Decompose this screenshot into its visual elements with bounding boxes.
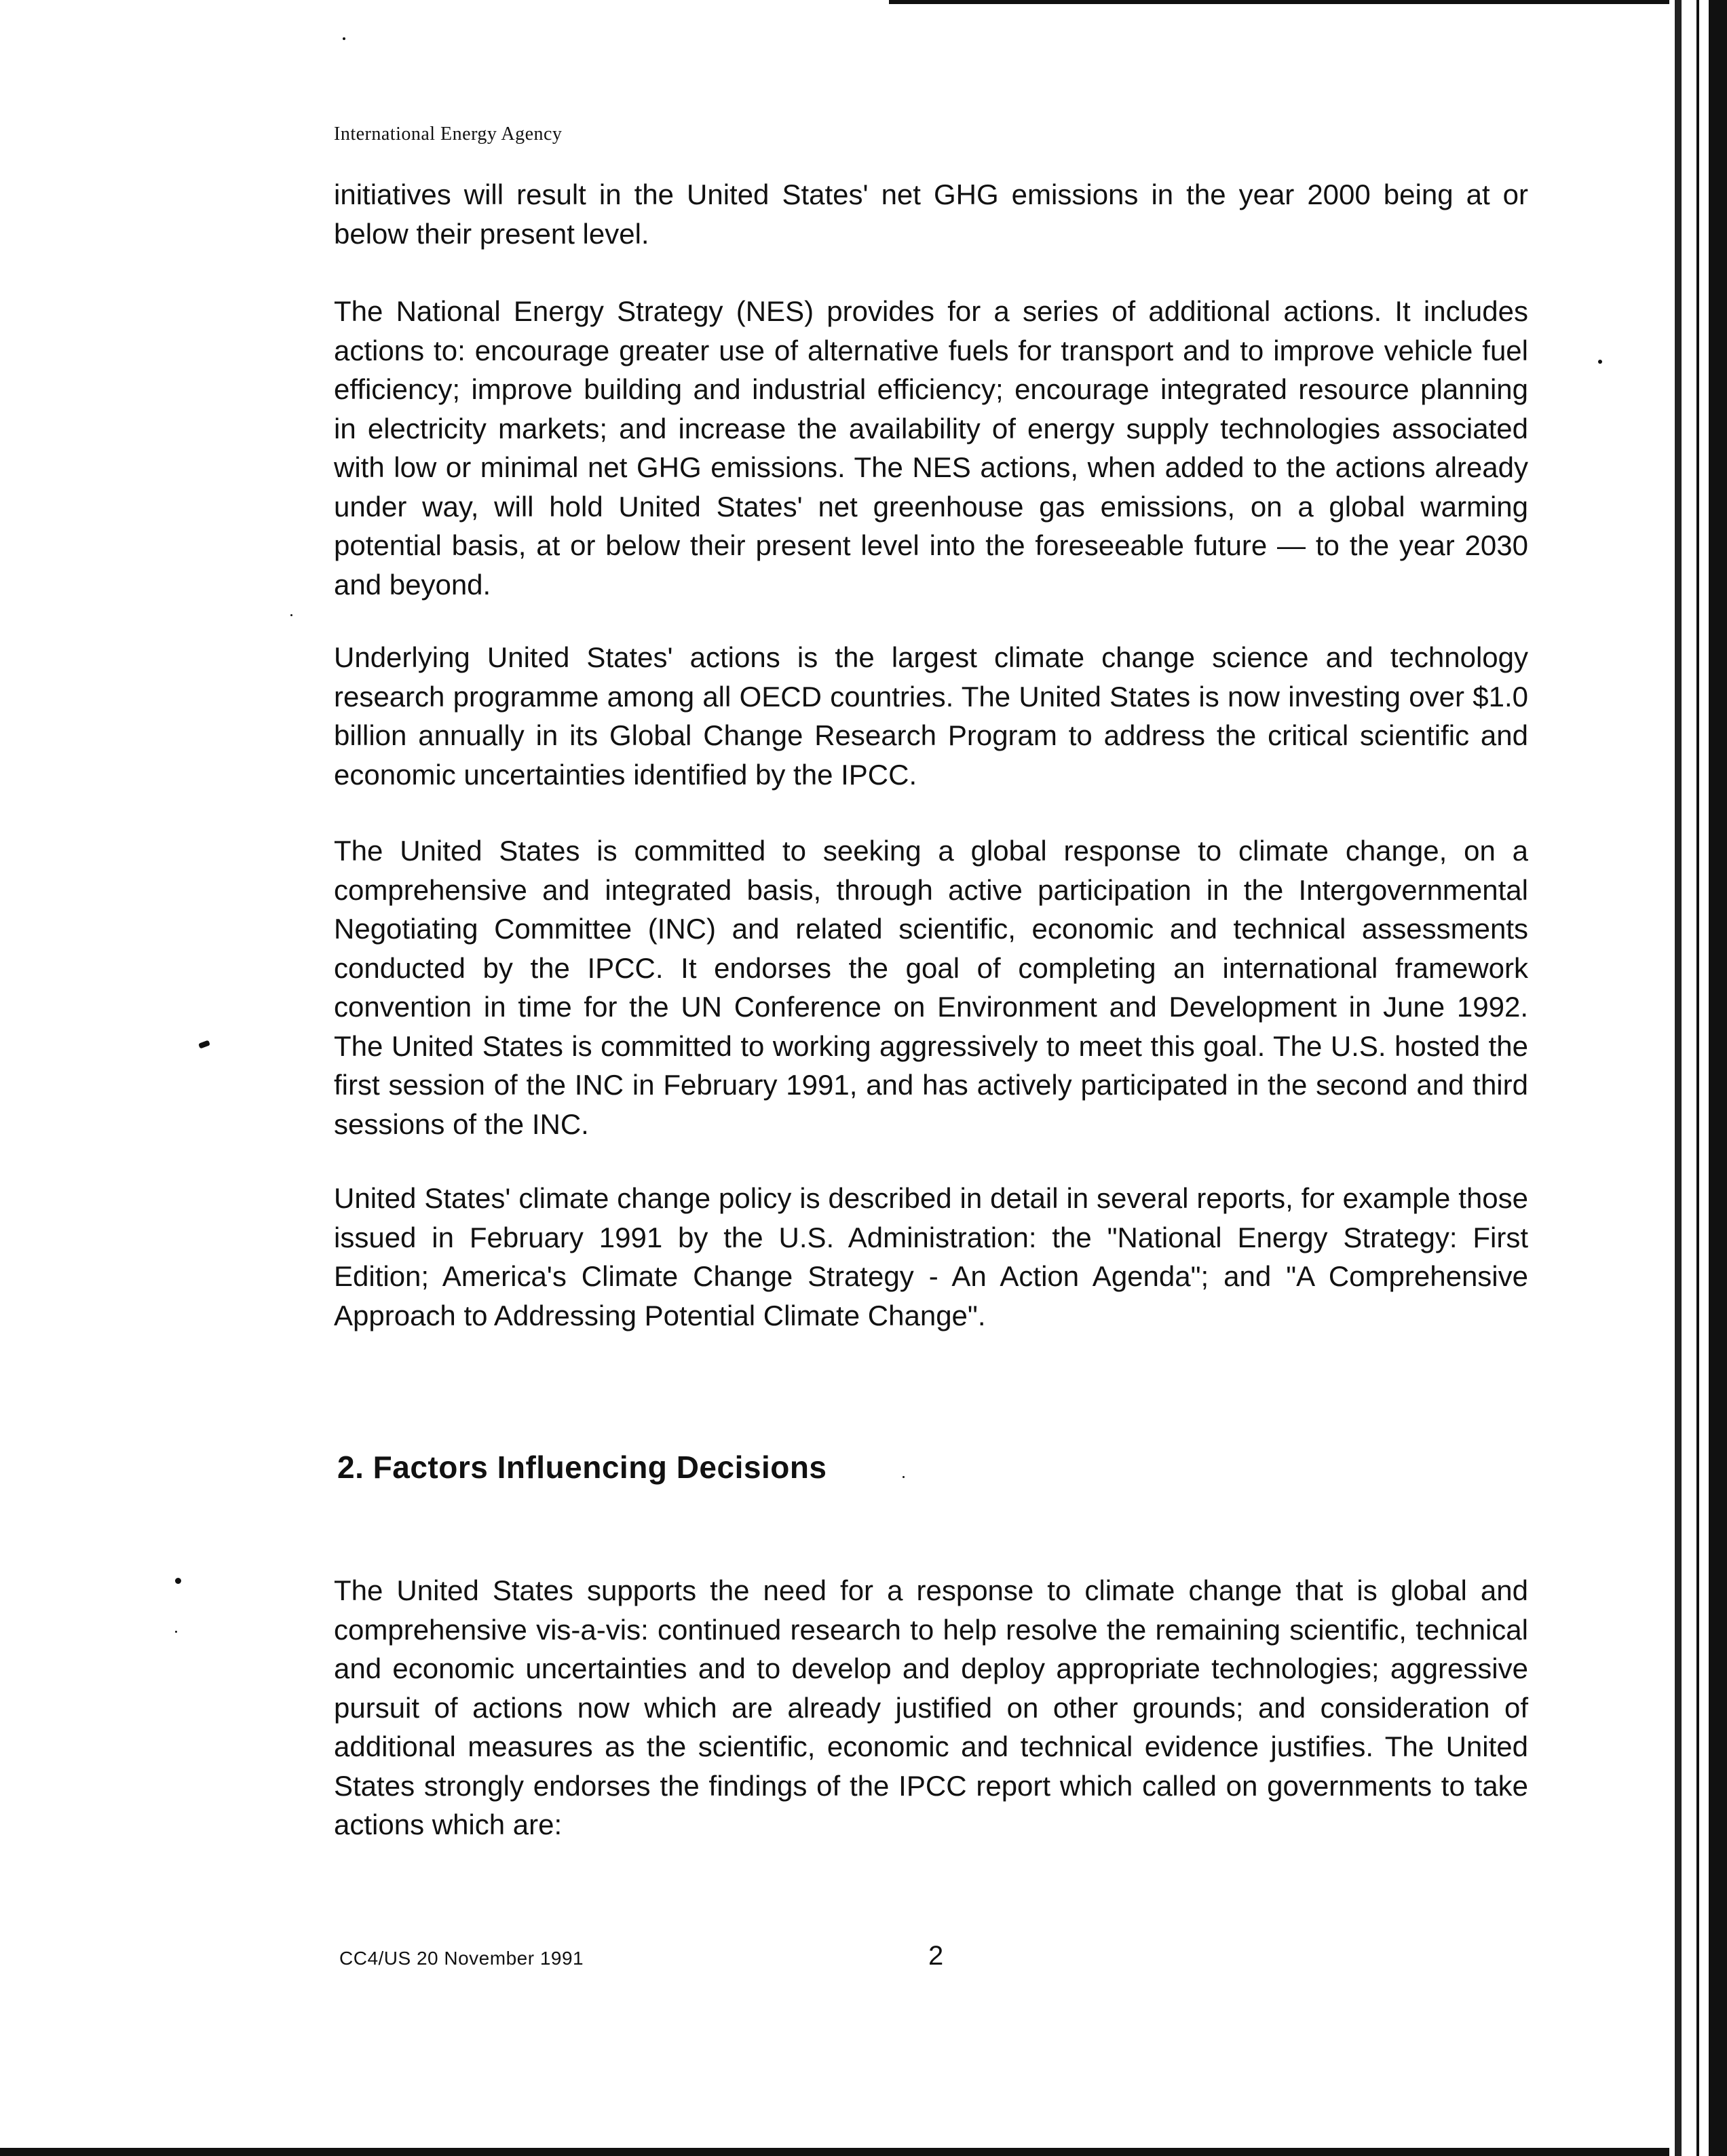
paragraph-4: The United States is committed to seeking a global response to climate change, on a comprehensive and integrated basis, through active participation in the Intergovernmental Negotiating Committee (INC) and related scientific, economic and technical assessments conducted by the IPCC. It endorses the goal of completing an international framework convention in time for the UN Conference on Environment and Development in June 1992. The United States is committed to working aggressively to meet this goal. The U.S. hosted the first session of the INC in February 1991, and has actively participated in the second and third sessions of the INC. bbox=[334, 835, 1528, 1140]
running-header: International Energy Agency bbox=[334, 124, 563, 145]
scan-edge-top bbox=[889, 0, 1669, 4]
paragraph-1: initiatives will result in the United States' net GHG emissions in the year 2000 being at or below their present level. bbox=[334, 178, 1528, 250]
paragraph-5: United States' climate change policy is described in detail in several reports, for example those issued in February 1991 by the U.S. Administration: the "National Energy Strategy: First Edition; America's Climate Change Strategy - An Action Agenda"; and "A Comprehensive Approach to Addressing Potential Climate Change". bbox=[334, 1182, 1528, 1331]
scan-edge-right bbox=[1669, 0, 1727, 2156]
scan-speck bbox=[343, 37, 345, 40]
scan-edge-bottom bbox=[0, 2148, 1669, 2156]
scan-speck bbox=[290, 614, 292, 616]
scan-speck bbox=[903, 1476, 905, 1478]
scan-speck bbox=[1598, 360, 1602, 364]
scan-speck bbox=[175, 1578, 181, 1584]
page-number: 2 bbox=[928, 1941, 944, 1971]
section-heading: 2. Factors Influencing Decisions bbox=[337, 1450, 827, 1485]
scan-speck bbox=[175, 1631, 177, 1633]
paragraph-3: Underlying United States' actions is the largest climate change science and technology research programme among all OECD countries. The United States is now investing over $1.0 billion annually in its Global Change Research Program to address the critical scientific and economic uncertainties identified by the IPCC. bbox=[334, 641, 1528, 791]
paragraph-2: The National Energy Strategy (NES) provides for a series of additional actions. It includes actions to: encourage greater use of alternative fuels for transport and to improve vehicle fuel efficiency; improve building and industrial efficiency; encourage integrated resource planning in electricity markets; and increase the availability of energy supply technologies associated with low or minimal net GHG emissions. The NES actions, when added to the actions already under way, will hold United States' net greenhouse gas emissions, on a global warming potential basis, at or below their present level into the foreseeable future — to the year 2030 and beyond. bbox=[334, 295, 1528, 601]
footer-doc-ref: CC4/US 20 November 1991 bbox=[339, 1948, 584, 1969]
paragraph-6: The United States supports the need for a response to climate change that is global and comprehensive vis-a-vis: continued research to help resolve the remaining scientific, technical and economic uncertainties and to develop and deploy appropriate technologies; aggressive pursuit of actions now which are already justified on other grounds; and consideration of additional measures as the scientific, economic and technical evidence justifies. The United States strongly endorses the findings of the IPCC report which called on governments to take actions which are: bbox=[334, 1574, 1528, 1840]
scan-speck bbox=[198, 1040, 210, 1049]
